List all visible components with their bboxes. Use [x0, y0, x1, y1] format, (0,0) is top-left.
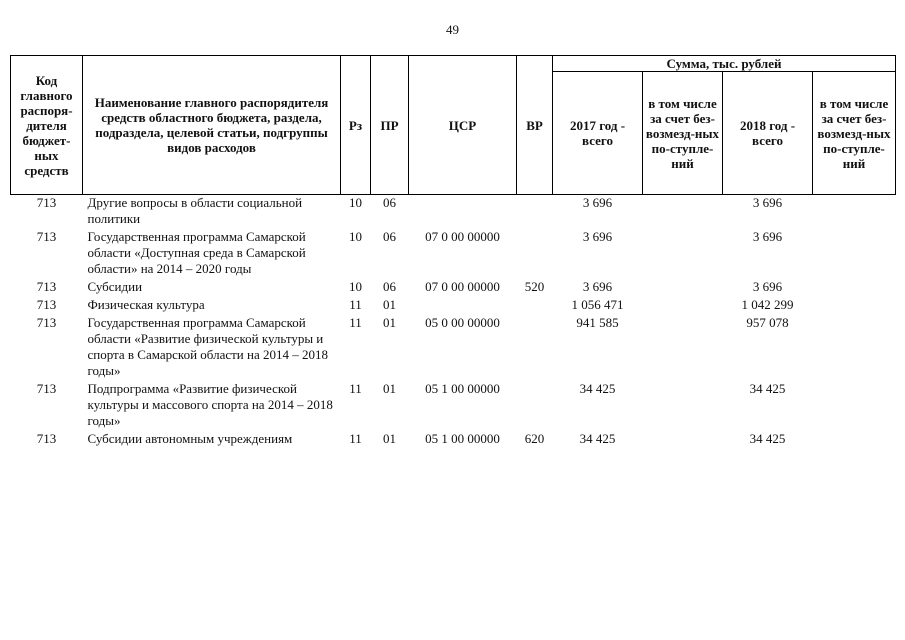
cell-2018-incl — [813, 229, 896, 279]
cell-2018-total: 3 696 — [752, 229, 783, 244]
table-row — [11, 195, 896, 230]
cell-code: 713 — [36, 279, 57, 294]
cell-2018-incl — [813, 431, 896, 449]
page-number: 49 — [446, 22, 459, 37]
cell-code: 713 — [36, 381, 57, 396]
cell-2017-incl — [643, 431, 723, 449]
cell-code: 713 — [36, 195, 57, 210]
table-row — [11, 315, 896, 381]
cell-code: 713 — [36, 229, 57, 244]
cell-rz: 11 — [349, 297, 362, 312]
cell-pr: 06 — [383, 279, 396, 294]
cell-2018-incl — [813, 195, 896, 230]
cell-rz: 11 — [349, 381, 362, 396]
cell-csr: 05 1 00 00000 — [425, 431, 500, 446]
cell-name: Субсидии — [87, 279, 143, 294]
cell-vr: 520 — [524, 279, 545, 294]
cell-pr: 01 — [383, 315, 396, 330]
cell-2017-total: 3 696 — [582, 279, 613, 294]
cell-pr: 01 — [383, 297, 396, 312]
cell-2017-incl — [643, 195, 723, 230]
cell-code: 713 — [36, 431, 57, 446]
cell-rz: 10 — [349, 195, 362, 210]
cell-rz: 10 — [349, 279, 362, 294]
header-rz: Рз — [341, 56, 371, 195]
header-2018-total: 2018 год - всего — [723, 72, 813, 195]
header-csr: ЦСР — [409, 56, 517, 195]
cell-2018-incl — [813, 381, 896, 431]
cell-2017-incl — [643, 381, 723, 431]
cell-code: 713 — [36, 315, 57, 330]
cell-2018-total: 34 425 — [749, 381, 786, 396]
cell-vr — [517, 297, 553, 315]
cell-pr: 06 — [383, 229, 396, 244]
table-row — [11, 279, 896, 297]
cell-2018-incl — [813, 297, 896, 315]
cell-2018-total: 3 696 — [752, 195, 783, 210]
table-row — [11, 297, 896, 315]
cell-pr: 06 — [383, 195, 396, 210]
cell-2017-total: 34 425 — [579, 431, 616, 446]
cell-2018-total: 1 042 299 — [741, 297, 794, 312]
header-2018-incl: в том числе за счет без-возмезд-ных по-ступле-ний — [813, 72, 896, 195]
table-row — [11, 381, 896, 431]
cell-2017-incl — [643, 297, 723, 315]
cell-2018-incl — [813, 279, 896, 297]
cell-vr — [517, 315, 553, 381]
cell-2017-total: 3 696 — [582, 229, 613, 244]
cell-vr — [517, 195, 553, 230]
cell-csr — [409, 195, 517, 230]
cell-2017-incl — [643, 279, 723, 297]
cell-name: Государственная программа Самарской области «Доступная среда в Самарской области» на 2014 – 2020 годы — [87, 229, 306, 276]
cell-2018-total: 957 078 — [746, 315, 789, 330]
cell-2018-incl — [813, 315, 896, 381]
table-row — [11, 431, 896, 449]
cell-name: Другие вопросы в области социальной политики — [87, 195, 303, 226]
cell-2017-total: 34 425 — [579, 381, 616, 396]
header-2017-total: 2017 год - всего — [553, 72, 643, 195]
table-row — [11, 229, 896, 279]
cell-vr: 620 — [524, 431, 545, 446]
table-header — [11, 56, 896, 195]
cell-rz: 10 — [349, 229, 362, 244]
cell-pr: 01 — [383, 431, 396, 446]
header-2017-incl: в том числе за счет без-возмезд-ных по-ступле-ний — [643, 72, 723, 195]
cell-2017-incl — [643, 229, 723, 279]
cell-rz: 11 — [349, 431, 362, 446]
cell-csr: 07 0 00 00000 — [425, 229, 500, 244]
cell-vr — [517, 381, 553, 431]
cell-pr: 01 — [383, 381, 396, 396]
cell-2017-total: 941 585 — [576, 315, 619, 330]
header-name: Наименование главного распорядителя средств областного бюджета, раздела, подраздела, целевой статьи, подгруппы видов расходов — [83, 56, 341, 195]
cell-csr — [409, 297, 517, 315]
budget-table — [10, 55, 896, 449]
cell-csr: 05 1 00 00000 — [425, 381, 500, 396]
cell-rz: 11 — [349, 315, 362, 330]
cell-name: Государственная программа Самарской области «Развитие физической культуры и спорта в Самарской области на 2014 – 2018 годы» — [87, 315, 328, 378]
cell-2017-total: 1 056 471 — [571, 297, 624, 312]
cell-code: 713 — [36, 297, 57, 312]
cell-csr: 07 0 00 00000 — [425, 279, 500, 294]
cell-2018-total: 3 696 — [752, 279, 783, 294]
header-code: Код главного распоря-дителя бюджет-ных средств — [11, 56, 83, 195]
cell-name: Субсидии автономным учреждениям — [87, 431, 293, 446]
cell-2018-total: 34 425 — [749, 431, 786, 446]
cell-csr: 05 0 00 00000 — [425, 315, 500, 330]
cell-name: Физическая культура — [87, 297, 205, 312]
header-vr: ВР — [517, 56, 553, 195]
header-pr: ПР — [371, 56, 409, 195]
cell-name: Подпрограмма «Развитие физической культуры и массового спорта на 2014 – 2018 годы» — [87, 381, 333, 428]
cell-vr — [517, 229, 553, 279]
cell-2017-total: 3 696 — [582, 195, 613, 210]
table-body — [11, 195, 896, 450]
header-sum: Сумма, тыс. рублей — [553, 56, 896, 72]
cell-2017-incl — [643, 315, 723, 381]
